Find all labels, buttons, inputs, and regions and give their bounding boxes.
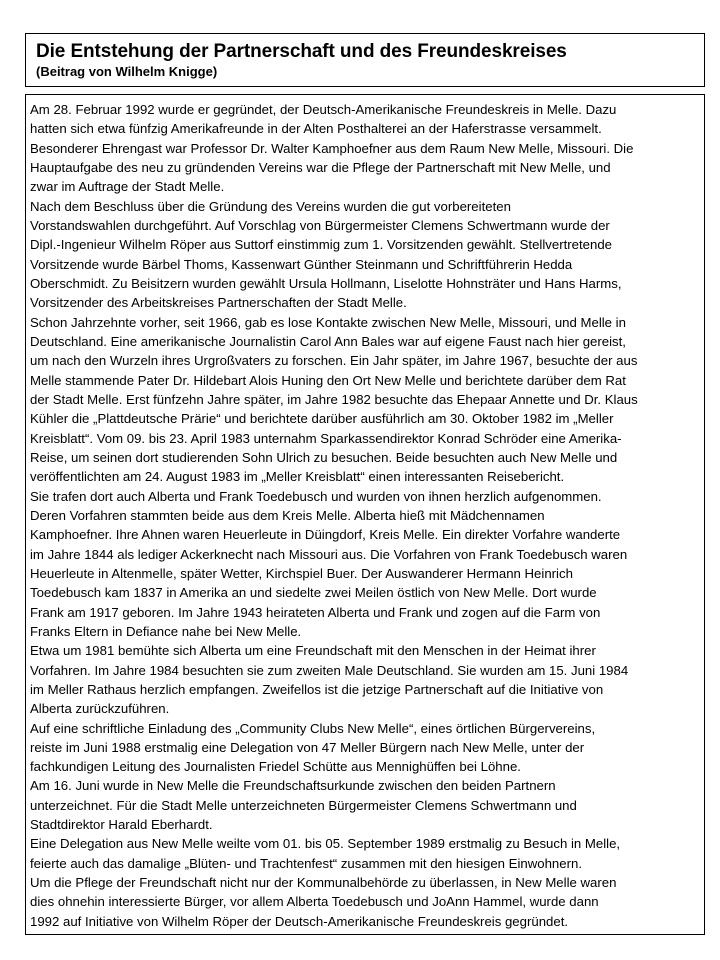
body-text-line: Am 16. Juni wurde in New Melle die Freundschaftsurkunde zwischen den beiden Partnern [30,778,556,794]
body-text-line: Reise, um seinen dort studierenden Sohn Ulrich zu besuchen. Beide besuchten auch New Melle und [30,449,618,465]
body-text-line: Am 28. Februar 1992 wurde er gegründet, der Deutsch-Amerikanische Freundeskreis in Melle. Dazu [30,102,617,117]
body-text-line: reiste im Juni 1988 erstmalig eine Delegation von 47 Meller Bürgern nach New Melle, unter der [30,739,585,755]
body-text-line: Vorfahren. Im Jahre 1984 besuchten sie zum zweiten Male Deutschland. Sie wurden am 15. Juni 1984 [30,662,629,678]
body-text-line: Deutschland. Eine amerikanische Journalistin Carol Ann Bales war auf eigene Faust nach hier gereist, [30,333,626,349]
body-text-line: feierte auch das damalige „Blüten- und Trachtenfest“ zusammen mit den hiesigen Einwohnern. [30,855,582,871]
article-title: Die Entstehung der Partnerschaft und des Freundeskreises [36,41,567,62]
body-text-line: Stadtdirektor Harald Eberhardt. [30,817,213,833]
article-author: (Beitrag von Wilhelm Knigge) [36,64,218,79]
body-text-line: Vorstandswahlen durchgeführt. Auf Vorschlag von Bürgermeister Clemens Schwertmann wurde der [30,217,610,233]
body-text-line: der Stadt Melle. Erst fünfzehn Jahre später, im Jahre 1982 besuchte das Ehepaar Annette und Dr. Klaus [30,391,638,407]
body-text-line: Um die Pflege der Freundschaft nicht nur der Kommunalbehörde zu überlassen, in New Melle waren [30,875,617,891]
body-text-line: Nach dem Beschluss über die Gründung des Vereins wurden die gut vorbereiteten [30,198,511,214]
article-body [25,94,705,935]
body-text-line: dies ohnehin interessierte Bürger, vor allem Alberta Toedebusch und JoAnn Hammel, wurde dann [30,894,599,910]
body-text-line: im Meller Rathaus herzlich empfangen. Zweifellos ist die jetzige Partnerschaft auf die Initiative von [30,681,604,697]
body-text-line: Kühler die „Plattdeutsche Prärie“ und berichtete darüber ausführlich am 30. Oktober 1982 im „Meller [30,411,614,427]
body-text-line: Kreisblatt“. Vom 09. bis 23. April 1983 unternahm Sparkassendirektor Konrad Schröder eine Amerika- [30,430,622,446]
body-text-line: Toedebusch kam 1837 in Amerika an und siedelte zwei Meilen östlich von New Melle. Dort wurde [30,585,597,601]
body-text-line: zwar im Auftrage der Stadt Melle. [30,179,225,195]
body-text-line: veröffentlichten am 24. August 1983 im „Meller Kreisblatt“ einen interessanten Reisebericht. [30,469,565,485]
body-text-line: Vorsitzender des Arbeitskreises Partnerschaften der Stadt Melle. [30,295,407,311]
body-text-line: Eine Delegation aus New Melle weilte vom 01. bis 05. September 1989 erstmalig zu Besuch in Melle, [30,836,621,852]
body-text-line: Sie trafen dort auch Alberta und Frank Toedebusch und wurden von ihnen herzlich aufgenommen. [30,488,602,504]
body-text-line: im Jahre 1844 als lediger Ackerknecht nach Missouri aus. Die Vorfahren von Frank Toedebusch waren [30,546,628,562]
body-text-line: Franks Eltern in Defiance nahe bei New Melle. [30,623,302,639]
body-text-line: Melle stammende Pater Dr. Hildebart Alois Huning den Ort New Melle und berichtete darüber dem Rat [30,372,626,388]
body-text-line: Oberschmidt. Zu Beisitzern wurden gewählt Ursula Hollmann, Liselotte Hohnsträter und Hans Harms, [30,275,622,291]
body-text-line: Auf eine schriftliche Einladung des „Community Clubs New Melle“, eines örtlichen Bürgervereins, [30,720,596,736]
body-text-line: um nach den Wurzeln ihres Urgroßvaters zu forschen. Ein Jahr später, im Jahre 1967, besuchte der aus [30,353,638,369]
body-text-line: hatten sich etwa fünfzig Amerikafreunde in der Alten Posthalterei an der Haferstrasse versammelt. [30,121,602,137]
body-text-line: Alberta zurückzuführen. [30,701,170,717]
body-text-line: unterzeichnet. Für die Stadt Melle unterzeichneten Bürgermeister Clemens Schwertmann und [30,797,577,813]
body-text-line: Kamphoefner. Ihre Ahnen waren Heuerleute in Düingdorf, Kreis Melle. Ein direkter Vorfahre wanderte [30,527,621,543]
body-text-line: fachkundigen Leitung des Journalisten Friedel Schütte aus Mennighüffen bei Löhne. [30,759,521,775]
body-text-line: Deren Vorfahren stammten beide aus dem Kreis Melle. Alberta hieß mit Mädchennamen [30,507,545,523]
body-text-line: Besonderer Ehrengast war Professor Dr. Walter Kamphoefner aus dem Raum New Melle, Missouri. Die [30,140,634,156]
body-text-line: Frank am 1917 geboren. Im Jahre 1943 heirateten Alberta und Frank und zogen auf die Farm von [30,604,601,620]
body-text-line: Dipl.-Ingenieur Wilhelm Röper aus Suttorf einstimmig zum 1. Vorsitzenden gewählt. Stellvertretende [30,237,612,253]
body-text-line: 1992 auf Initiative von Wilhelm Röper der Deutsch-Amerikanische Freundeskreis gegründet. [30,913,569,929]
title-box [25,33,705,87]
body-text-line: Hauptaufgabe des neu zu gründenden Vereins war die Pflege der Partnerschaft mit New Melle, und [30,159,611,175]
body-text-line: Vorsitzende wurde Bärbel Thoms, Kassenwart Günther Steinmann und Schriftführerin Hedda [30,256,573,272]
body-text-line: Etwa um 1981 bemühte sich Alberta um eine Freundschaft mit den Menschen in der Heimat ihrer [30,643,596,659]
body-text-line: Schon Jahrzehnte vorher, seit 1966, gab es lose Kontakte zwischen New Melle, Missouri, und Melle in [30,314,626,330]
body-text-line: Heuerleute in Altenmelle, später Wetter, Kirchspiel Buer. Der Auswanderer Hermann Heinrich [30,565,573,581]
